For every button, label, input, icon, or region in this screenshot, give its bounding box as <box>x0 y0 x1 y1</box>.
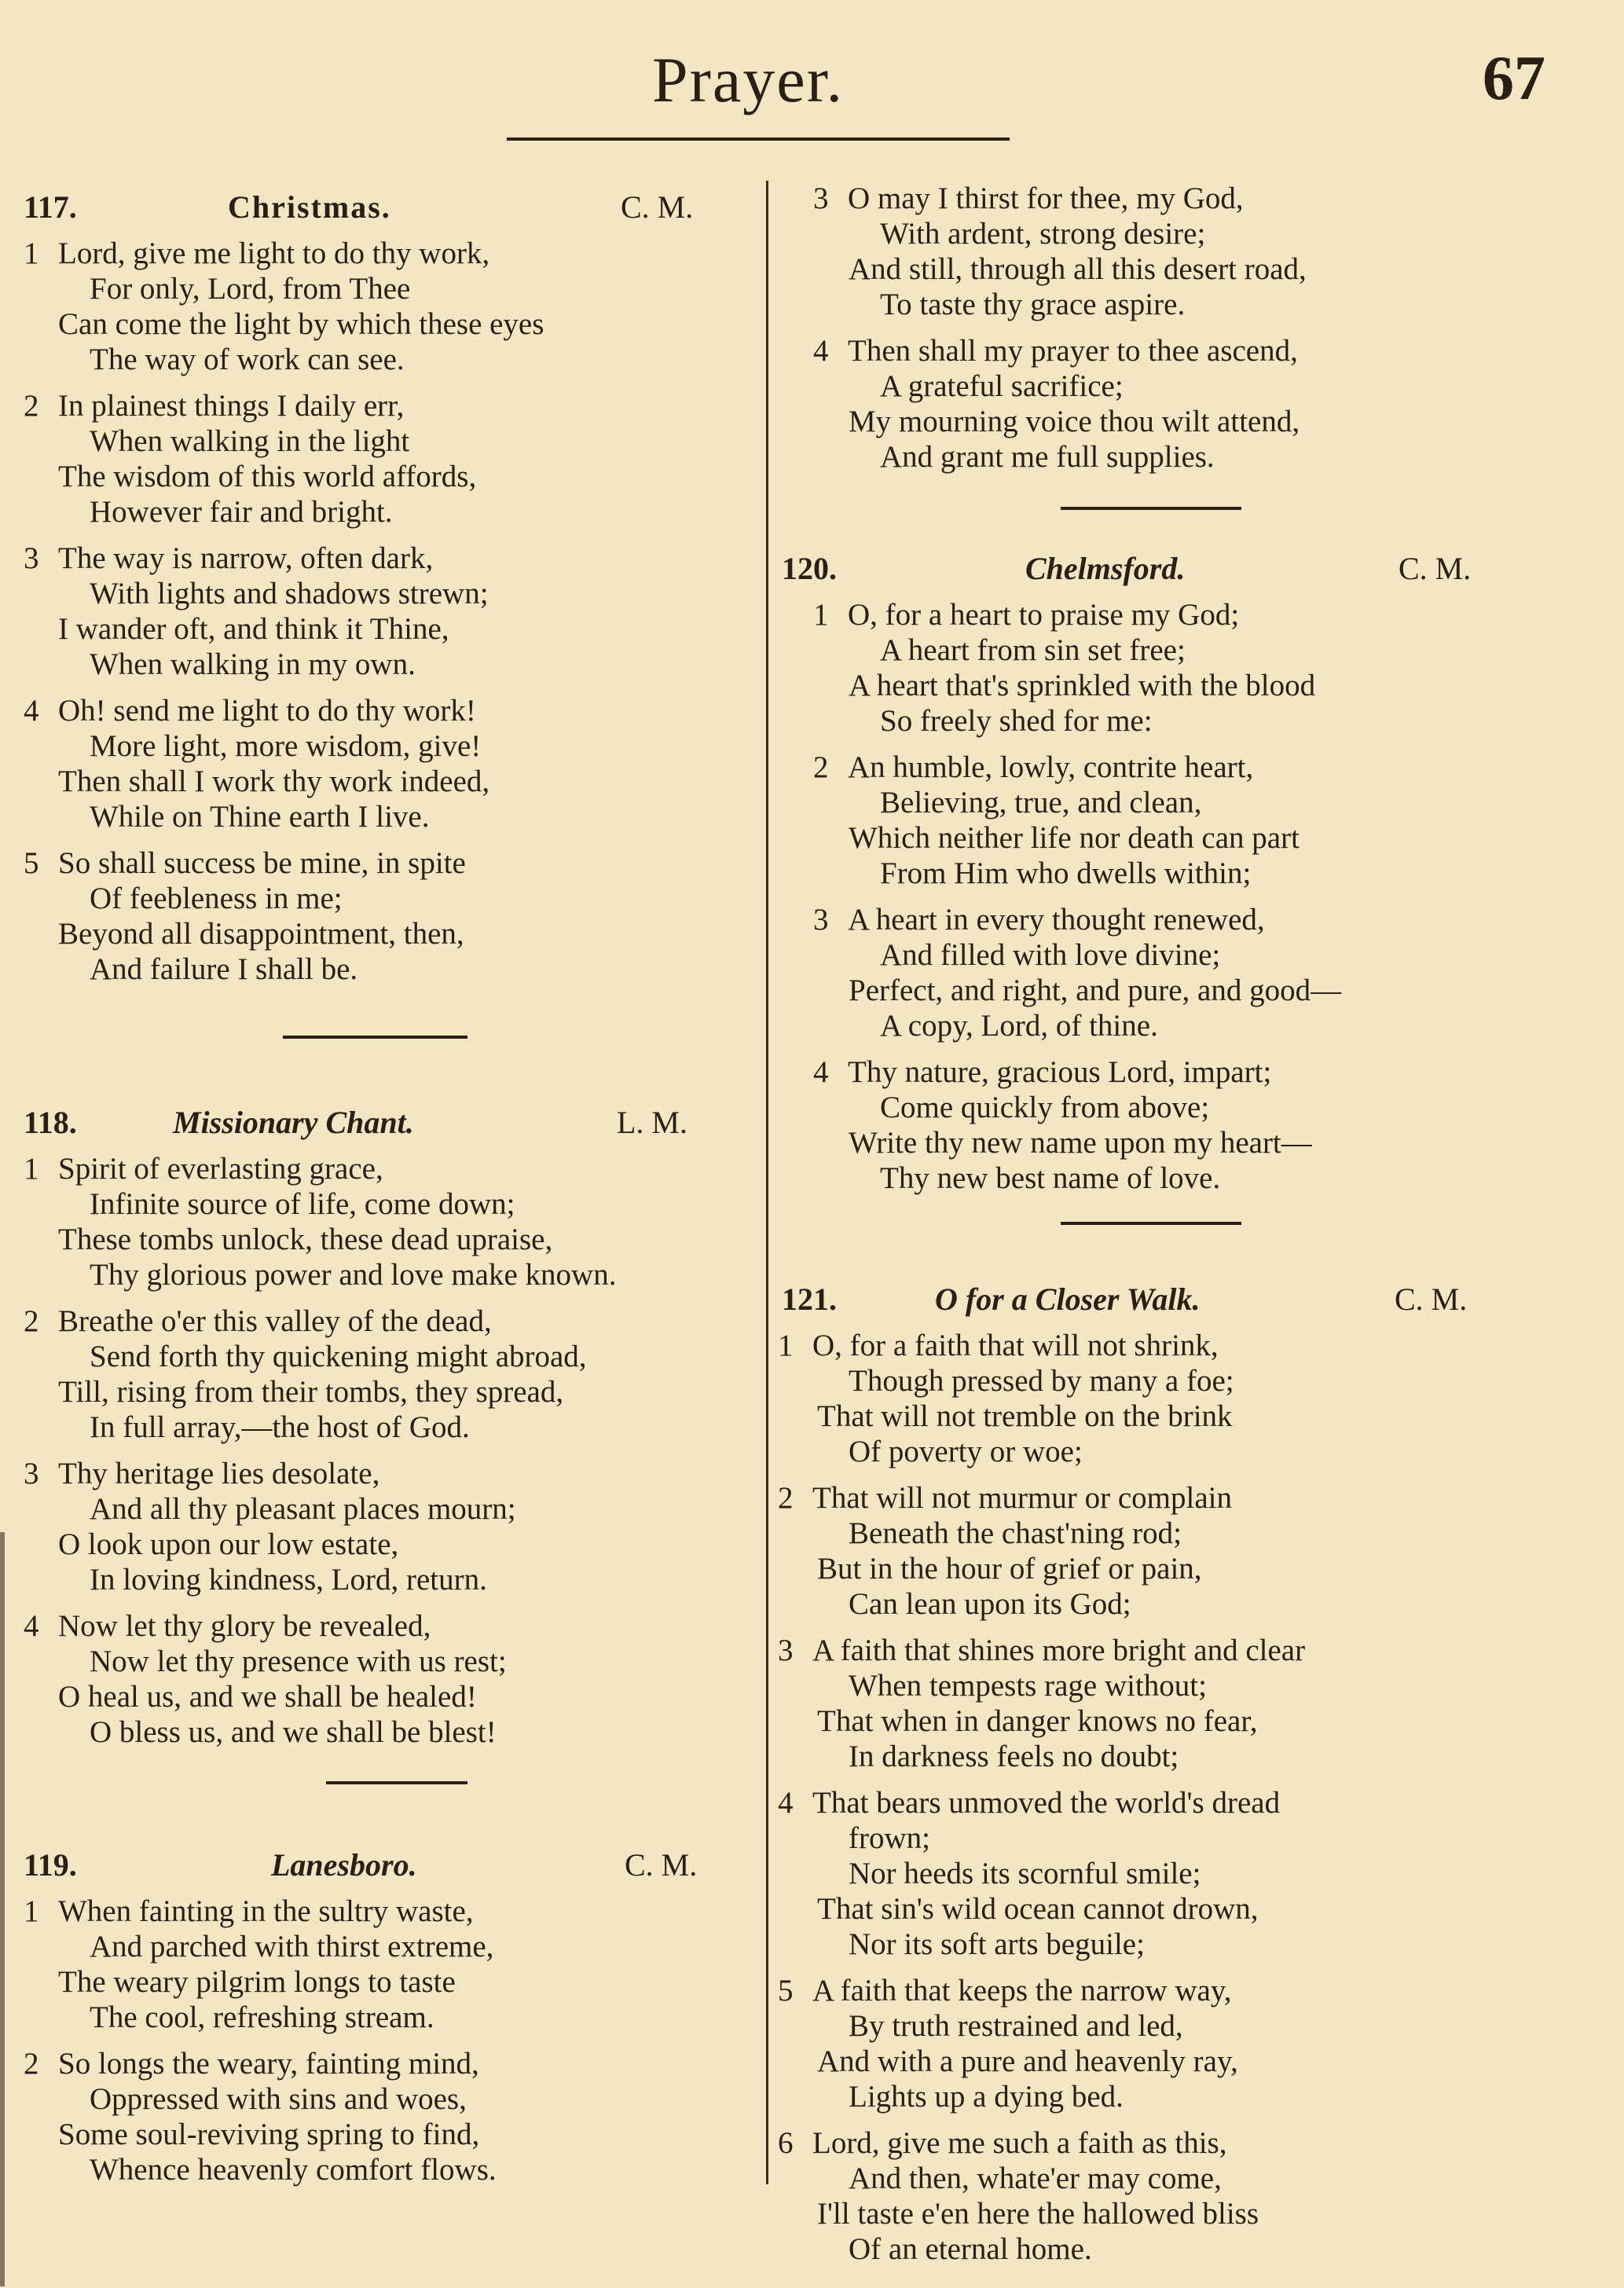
verse-number: 5 <box>778 1974 794 2008</box>
verse-number: 3 <box>813 182 829 215</box>
verse-number: 4 <box>24 1609 39 1643</box>
verse-line: The wisdom of this world affords, <box>58 460 477 493</box>
stanza <box>24 693 754 834</box>
verse-line: My mourning voice thou wilt attend, <box>849 405 1300 438</box>
verse-line: A grateful sacrifice; <box>880 369 1124 403</box>
hymn-separator <box>326 1781 467 1784</box>
verse-line: Come quickly from above; <box>880 1091 1210 1124</box>
verse-line: O look upon our low estate, <box>58 1527 399 1561</box>
verse-number: 4 <box>778 1786 794 1820</box>
verse-line: More light, more wisdom, give! <box>90 729 482 763</box>
hymn-heading <box>24 1096 754 1151</box>
verse-line: Believing, true, and clean, <box>880 786 1202 820</box>
verse-line: A heart that's sprinkled with the blood <box>849 669 1316 702</box>
verse-line: And failure I shall be. <box>90 952 358 986</box>
verse-line: I'll taste e'en here the hallowed bliss <box>817 2197 1259 2231</box>
verse-line: Write thy new name upon my heart— <box>849 1126 1312 1160</box>
verse-line: And grant me full supplies. <box>880 440 1215 474</box>
verse-line: Can come the light by which these eyes <box>58 307 544 341</box>
verse-line: And with a pure and heavenly ray, <box>817 2044 1238 2078</box>
verse-line: When walking in the light <box>90 424 410 458</box>
verse-line: The cool, refreshing stream. <box>90 2000 434 2034</box>
verse-line: O heal us, and we shall be healed! <box>58 1680 477 1714</box>
hymn-separator <box>283 1036 467 1039</box>
stanza <box>24 1894 754 2035</box>
hymn-number: 119. <box>24 1847 77 1883</box>
stanza <box>24 1304 754 1445</box>
verse-line: O, for a heart to praise my God; <box>848 598 1240 632</box>
verse-line: But in the hour of grief or pain, <box>817 1552 1202 1586</box>
verse-line: Beneath the chast'ning rod; <box>849 1516 1182 1550</box>
verse-line: Infinite source of life, come down; <box>90 1187 515 1221</box>
verse-line: So freely shed for me: <box>880 704 1153 738</box>
stanza <box>24 388 754 530</box>
verse-line: With ardent, strong desire; <box>880 217 1206 251</box>
stanza <box>778 1785 1509 1962</box>
hymn-heading <box>778 1273 1509 1328</box>
verse-line: Thy heritage lies desolate, <box>58 1457 380 1490</box>
stanza <box>778 1054 1509 1196</box>
hymn-tune-name: Lanesboro. <box>271 1847 417 1883</box>
verse-line: The way is narrow, often dark, <box>58 541 434 575</box>
verse-line: A copy, Lord, of thine. <box>880 1009 1158 1043</box>
verse-line: Oh! send me light to do thy work! <box>58 694 476 728</box>
verse-line: O may I thirst for thee, my God, <box>848 182 1244 215</box>
verse-line: Which neither life nor death can part <box>849 821 1300 855</box>
verse-line: In full array,—the host of God. <box>90 1410 470 1444</box>
stanza <box>24 1608 754 1750</box>
page-number: 67 <box>1483 44 1545 113</box>
verse-line: Though pressed by many a foe; <box>849 1364 1234 1398</box>
verse-line: When tempests rage without; <box>849 1669 1207 1703</box>
verse-number: 2 <box>24 2047 39 2081</box>
verse-line: Then shall I work thy work indeed, <box>58 764 490 798</box>
verse-number: 2 <box>24 1304 39 1338</box>
hymn-heading <box>24 1839 754 1894</box>
verse-line: In plainest things I daily err, <box>58 389 405 423</box>
verse-line: That bears unmoved the world's dread <box>812 1786 1281 1820</box>
hymn-heading <box>778 542 1509 597</box>
hymn-separator <box>1061 507 1241 510</box>
hymn-meter: L. M. <box>617 1105 687 1140</box>
verse-line: Lights up a dying bed. <box>849 2080 1124 2114</box>
stanza <box>24 1151 754 1292</box>
hymn-tune-name: Christmas. <box>228 189 391 225</box>
verse-line: And parched with thirst extreme, <box>90 1930 494 1964</box>
verse-line: And filled with love divine; <box>880 938 1221 972</box>
verse-line: Nor its soft arts beguile; <box>849 1927 1145 1961</box>
verse-line: By truth restrained and led, <box>849 2009 1183 2043</box>
verse-number: 1 <box>778 1329 794 1362</box>
verse-line: With lights and shadows strewn; <box>90 577 489 610</box>
verse-line: When fainting in the sultry waste, <box>58 1894 474 1928</box>
verse-line: And still, through all this desert road, <box>849 252 1307 286</box>
verse-line: That will not tremble on the brink <box>817 1399 1233 1433</box>
verse-number: 2 <box>813 750 829 784</box>
verse-line: Till, rising from their tombs, they spread, <box>58 1375 564 1409</box>
hymn-tune-name: Chelmsford. <box>1025 551 1186 586</box>
verse-line: A heart in every thought renewed, <box>848 903 1265 937</box>
verse-line: In darkness feels no doubt; <box>849 1740 1179 1773</box>
stanza <box>778 1973 1509 2114</box>
verse-number: 1 <box>813 598 829 632</box>
verse-number: 4 <box>24 694 39 728</box>
verse-line: Lord, give me such a faith as this, <box>812 2126 1227 2160</box>
hymn-meter: C. M. <box>1395 1282 1468 1317</box>
verse-line: While on Thine earth I live. <box>90 800 430 834</box>
verse-line: Thy glorious power and love make known. <box>90 1258 617 1292</box>
stanza <box>778 1328 1509 1469</box>
verse-line: Thy new best name of love. <box>880 1161 1221 1195</box>
stanza <box>778 1633 1509 1774</box>
stanza <box>24 541 754 682</box>
stanza <box>778 2125 1509 2267</box>
stanza <box>778 1480 1509 1622</box>
verse-line: An humble, lowly, contrite heart, <box>848 750 1254 784</box>
verse-number: 2 <box>778 1481 794 1515</box>
verse-line: Some soul-reviving spring to find, <box>58 2118 480 2151</box>
verse-line: From Him who dwells within; <box>880 856 1252 890</box>
verse-line: Nor heeds its scornful smile; <box>849 1857 1201 1890</box>
stanza <box>24 236 754 377</box>
verse-line: So longs the weary, fainting mind, <box>58 2047 479 2081</box>
verse-line: That will not murmur or complain <box>812 1481 1232 1515</box>
hymn-number: 120. <box>782 551 837 586</box>
verse-line: For only, Lord, from Thee <box>90 272 411 306</box>
page-title: Prayer. <box>652 44 844 116</box>
verse-line: Now let thy presence with us rest; <box>90 1644 507 1678</box>
verse-line: Thy nature, gracious Lord, impart; <box>848 1055 1272 1089</box>
verse-line: frown; <box>849 1821 930 1855</box>
verse-line: Of an eternal home. <box>849 2232 1092 2266</box>
verse-number: 1 <box>24 1152 39 1186</box>
hymn-121 <box>778 1273 1509 2278</box>
verse-line: That sin's wild ocean cannot drown, <box>817 1892 1259 1926</box>
verse-line: That when in danger knows no fear, <box>817 1704 1258 1738</box>
verse-line: Then shall my prayer to thee ascend, <box>848 334 1298 368</box>
verse-line: I wander oft, and think it Thine, <box>58 612 449 646</box>
verse-line: Send forth thy quickening might abroad, <box>90 1340 587 1373</box>
hymn-meter: C. M. <box>625 1847 698 1883</box>
verse-number: 1 <box>24 1894 39 1928</box>
verse-number: 3 <box>778 1634 794 1667</box>
verse-line: So shall success be mine, in spite <box>58 846 466 880</box>
verse-line: To taste thy grace aspire. <box>880 288 1186 321</box>
verse-number: 4 <box>813 1055 829 1089</box>
verse-line: The way of work can see. <box>90 343 405 376</box>
stanza <box>778 597 1509 739</box>
verse-line: O, for a faith that will not shrink, <box>812 1329 1219 1362</box>
verse-line: In loving kindness, Lord, return. <box>90 1563 487 1597</box>
verse-number: 6 <box>778 2126 794 2160</box>
verse-line: Beyond all disappointment, then, <box>58 917 464 951</box>
verse-line: Now let thy glory be revealed, <box>58 1609 431 1643</box>
verse-number: 3 <box>24 541 39 575</box>
verse-line: The weary pilgrim longs to taste <box>58 1965 456 1999</box>
verse-line: Can lean upon its God; <box>849 1587 1131 1621</box>
hymn-120 <box>778 542 1509 1207</box>
verse-number: 2 <box>24 389 39 423</box>
verse-number: 3 <box>813 903 829 937</box>
verse-line: However fair and bright. <box>90 495 393 529</box>
hymn-number: 117. <box>24 189 77 225</box>
page-header <box>0 43 1624 114</box>
hymn-117 <box>24 181 754 998</box>
verse-line: And then, whate'er may come, <box>849 2162 1222 2195</box>
column-divider <box>766 181 768 2184</box>
verse-line: A faith that shines more bright and clear <box>812 1634 1306 1667</box>
hymn-number: 118. <box>24 1105 77 1140</box>
verse-line: O bless us, and we shall be blest! <box>90 1715 497 1749</box>
hymn-number: 121. <box>782 1282 837 1317</box>
verse-line: Spirit of everlasting grace, <box>58 1152 383 1186</box>
hymn-tune-name: O for a Closer Walk. <box>935 1282 1201 1317</box>
stanza <box>778 333 1509 475</box>
verse-number: 5 <box>24 846 39 880</box>
page-edge <box>0 1532 5 2286</box>
verse-number: 3 <box>24 1457 39 1490</box>
verse-line: Whence heavenly comfort flows. <box>90 2153 497 2187</box>
verse-line: Oppressed with sins and woes, <box>90 2082 467 2116</box>
verse-line: A faith that keeps the narrow way, <box>812 1974 1232 2008</box>
verse-line: These tombs unlock, these dead upraise, <box>58 1223 553 1256</box>
stanza <box>24 1456 754 1597</box>
verse-number: 4 <box>813 334 829 368</box>
stanza <box>24 845 754 987</box>
stanza <box>24 2046 754 2187</box>
hymn-meter: C. M. <box>621 189 694 225</box>
verse-line: Perfect, and right, and pure, and good— <box>849 974 1342 1007</box>
verse-line: A heart from sin set free; <box>880 633 1186 667</box>
stanza <box>778 902 1509 1043</box>
hymn-tune-name: Missionary Chant. <box>173 1105 414 1140</box>
hymn-118 <box>24 1096 754 1761</box>
header-rule <box>507 138 1010 141</box>
verse-line: And all thy pleasant places mourn; <box>90 1492 516 1526</box>
hymn-119-continued <box>778 181 1509 486</box>
hymn-119 <box>24 1839 754 2198</box>
verse-number: 1 <box>24 236 39 270</box>
verse-line: Of feebleness in me; <box>90 882 343 915</box>
hymn-meter: C. M. <box>1399 551 1472 586</box>
hymn-heading <box>24 181 754 236</box>
verse-line: Of poverty or woe; <box>849 1435 1083 1468</box>
stanza <box>778 181 1509 322</box>
hymn-separator <box>1061 1222 1241 1225</box>
verse-line: Lord, give me light to do thy work, <box>58 236 490 270</box>
verse-line: Breathe o'er this valley of the dead, <box>58 1304 492 1338</box>
verse-line: When walking in my own. <box>90 647 416 681</box>
stanza <box>778 750 1509 891</box>
